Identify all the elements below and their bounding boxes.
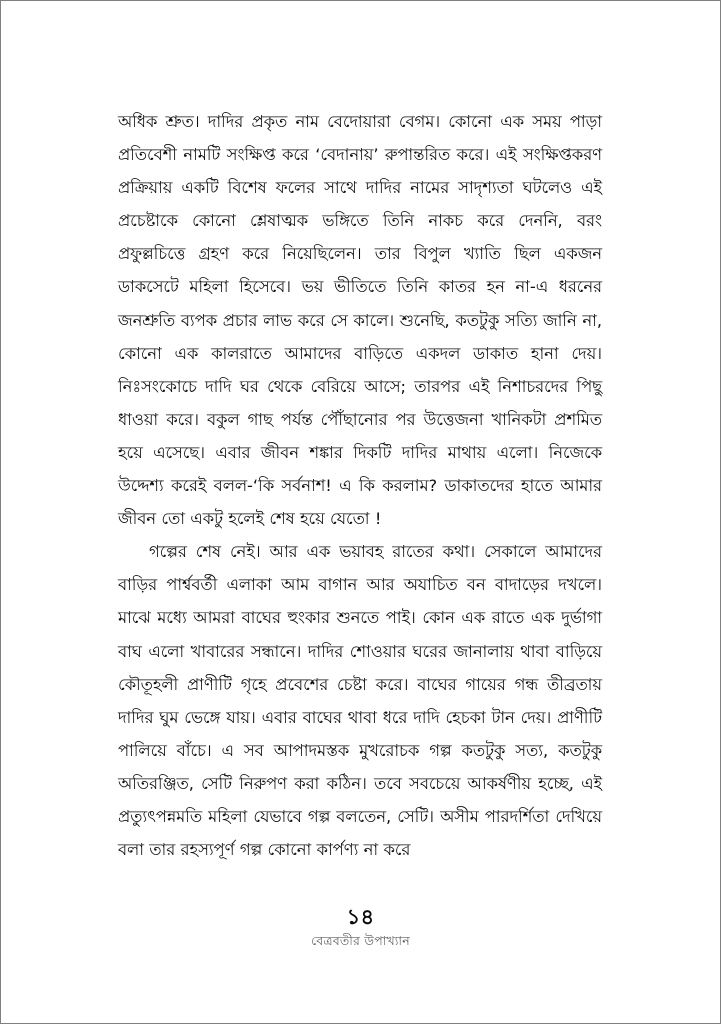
page-text-block: [118, 105, 602, 866]
page-number: ১৪: [346, 905, 375, 929]
body-paragraph-1: অধিক শ্রুত। দাদির প্রকৃত নাম বেদোয়ারা বেগম। কোনো এক সময় পাড়া প্রতিবেশী নামটি সংক্ষিপ্ত করে ‘বেদানায়’ রুপান্তরিত করে। এই সংক্ষিপ্তকরণ প্রক্রিয়ায় একটি বিশেষ ফলের সাথে দাদির নামের সাদৃশ্যতা ঘটলেও এই প্রচেষ্টাকে কোনো শ্লেষাত্মক ভঙ্গিতে তিনি নাকচ করে দেননি, বরং প্রফুল্লচিত্তে গ্রহণ করে নিয়েছিলেন। তার বিপুল খ্যাতি ছিল একজন ডাকসেটে মহিলা হিসেবে। ভয় ভীতিতে তিনি কাতর হন না-এ ধরনের জনশ্রুতি ব্যপক প্রচার লাভ করে সে কালে। শুনেছি, কতটুকু সত্যি জানি না, কোনো এক কালরাতে আমাদের বাড়িতে একদল ডাকাত হানা দেয়। নিঃসংকোচে দাদি ঘর থেকে বেরিয়ে আসে; তারপর এই নিশাচরদের পিছু ধাওয়া করে। বকুল গাছ পর্যন্ত পৌঁছানোর পর উত্তেজনা খানিকটা প্রশমিত হয়ে এসেছে। এবার জীবন শঙ্কার দিকটি দাদির মাথায় এলো। নিজেকে উদ্দেশ্য করেই বলল-‘কি সর্বনাশ! এ কি করলাম? ডাকাতদের হাতে আমার জীবন তো একটু হলেই শেষ হয়ে যেতো !: [118, 112, 602, 529]
page-footer: [1, 904, 720, 950]
footer-book-title: বেত্রবতীর উপাখ্যান: [311, 933, 410, 948]
body-paragraph-2: গল্পের শেষ নেই। আর এক ভয়াবহ রাতের কথা। সেকালে আমাদের বাড়ির পার্শ্ববর্তী এলাকা আম বাগান আর অযাচিত বন বাদাড়ের দখলে। মাঝে মধ্যে আমরা বাঘের হুংকার শুনতে পাই। কোন এক রাতে এক দুর্ভাগা বাঘ এলো খাবারের সন্ধানে। দাদির শোওয়ার ঘরের জানালায় থাবা বাড়িয়ে কৌতূহলী প্রাণীটি গৃহে প্রবেশের চেষ্টা করে। বাঘের গায়ের গন্ধ তীব্রতায় দাদির ঘুম ভেঙ্গে যায়। এবার বাঘের থাবা ধরে দাদি হেচকা টান দেয়। প্রাণীটি পালিয়ে বাঁচে। এ সব আপাদমস্তক মুখরোচক গল্প কতটুকু সত্য, কতটুকু অতিরঞ্জিত, সেটি নিরুপণ করা কঠিন। তবে সবচেয়ে আকর্ষণীয় হচ্ছে, এই প্রত্যুৎপন্নমতি মহিলা যেভাবে গল্প বলতেন, সেটি। অসীম পারদর্শিতা দেখিয়ে বলা তার রহস্যপূর্ণ গল্প কোনো কার্পণ্য না করে: [118, 542, 602, 860]
